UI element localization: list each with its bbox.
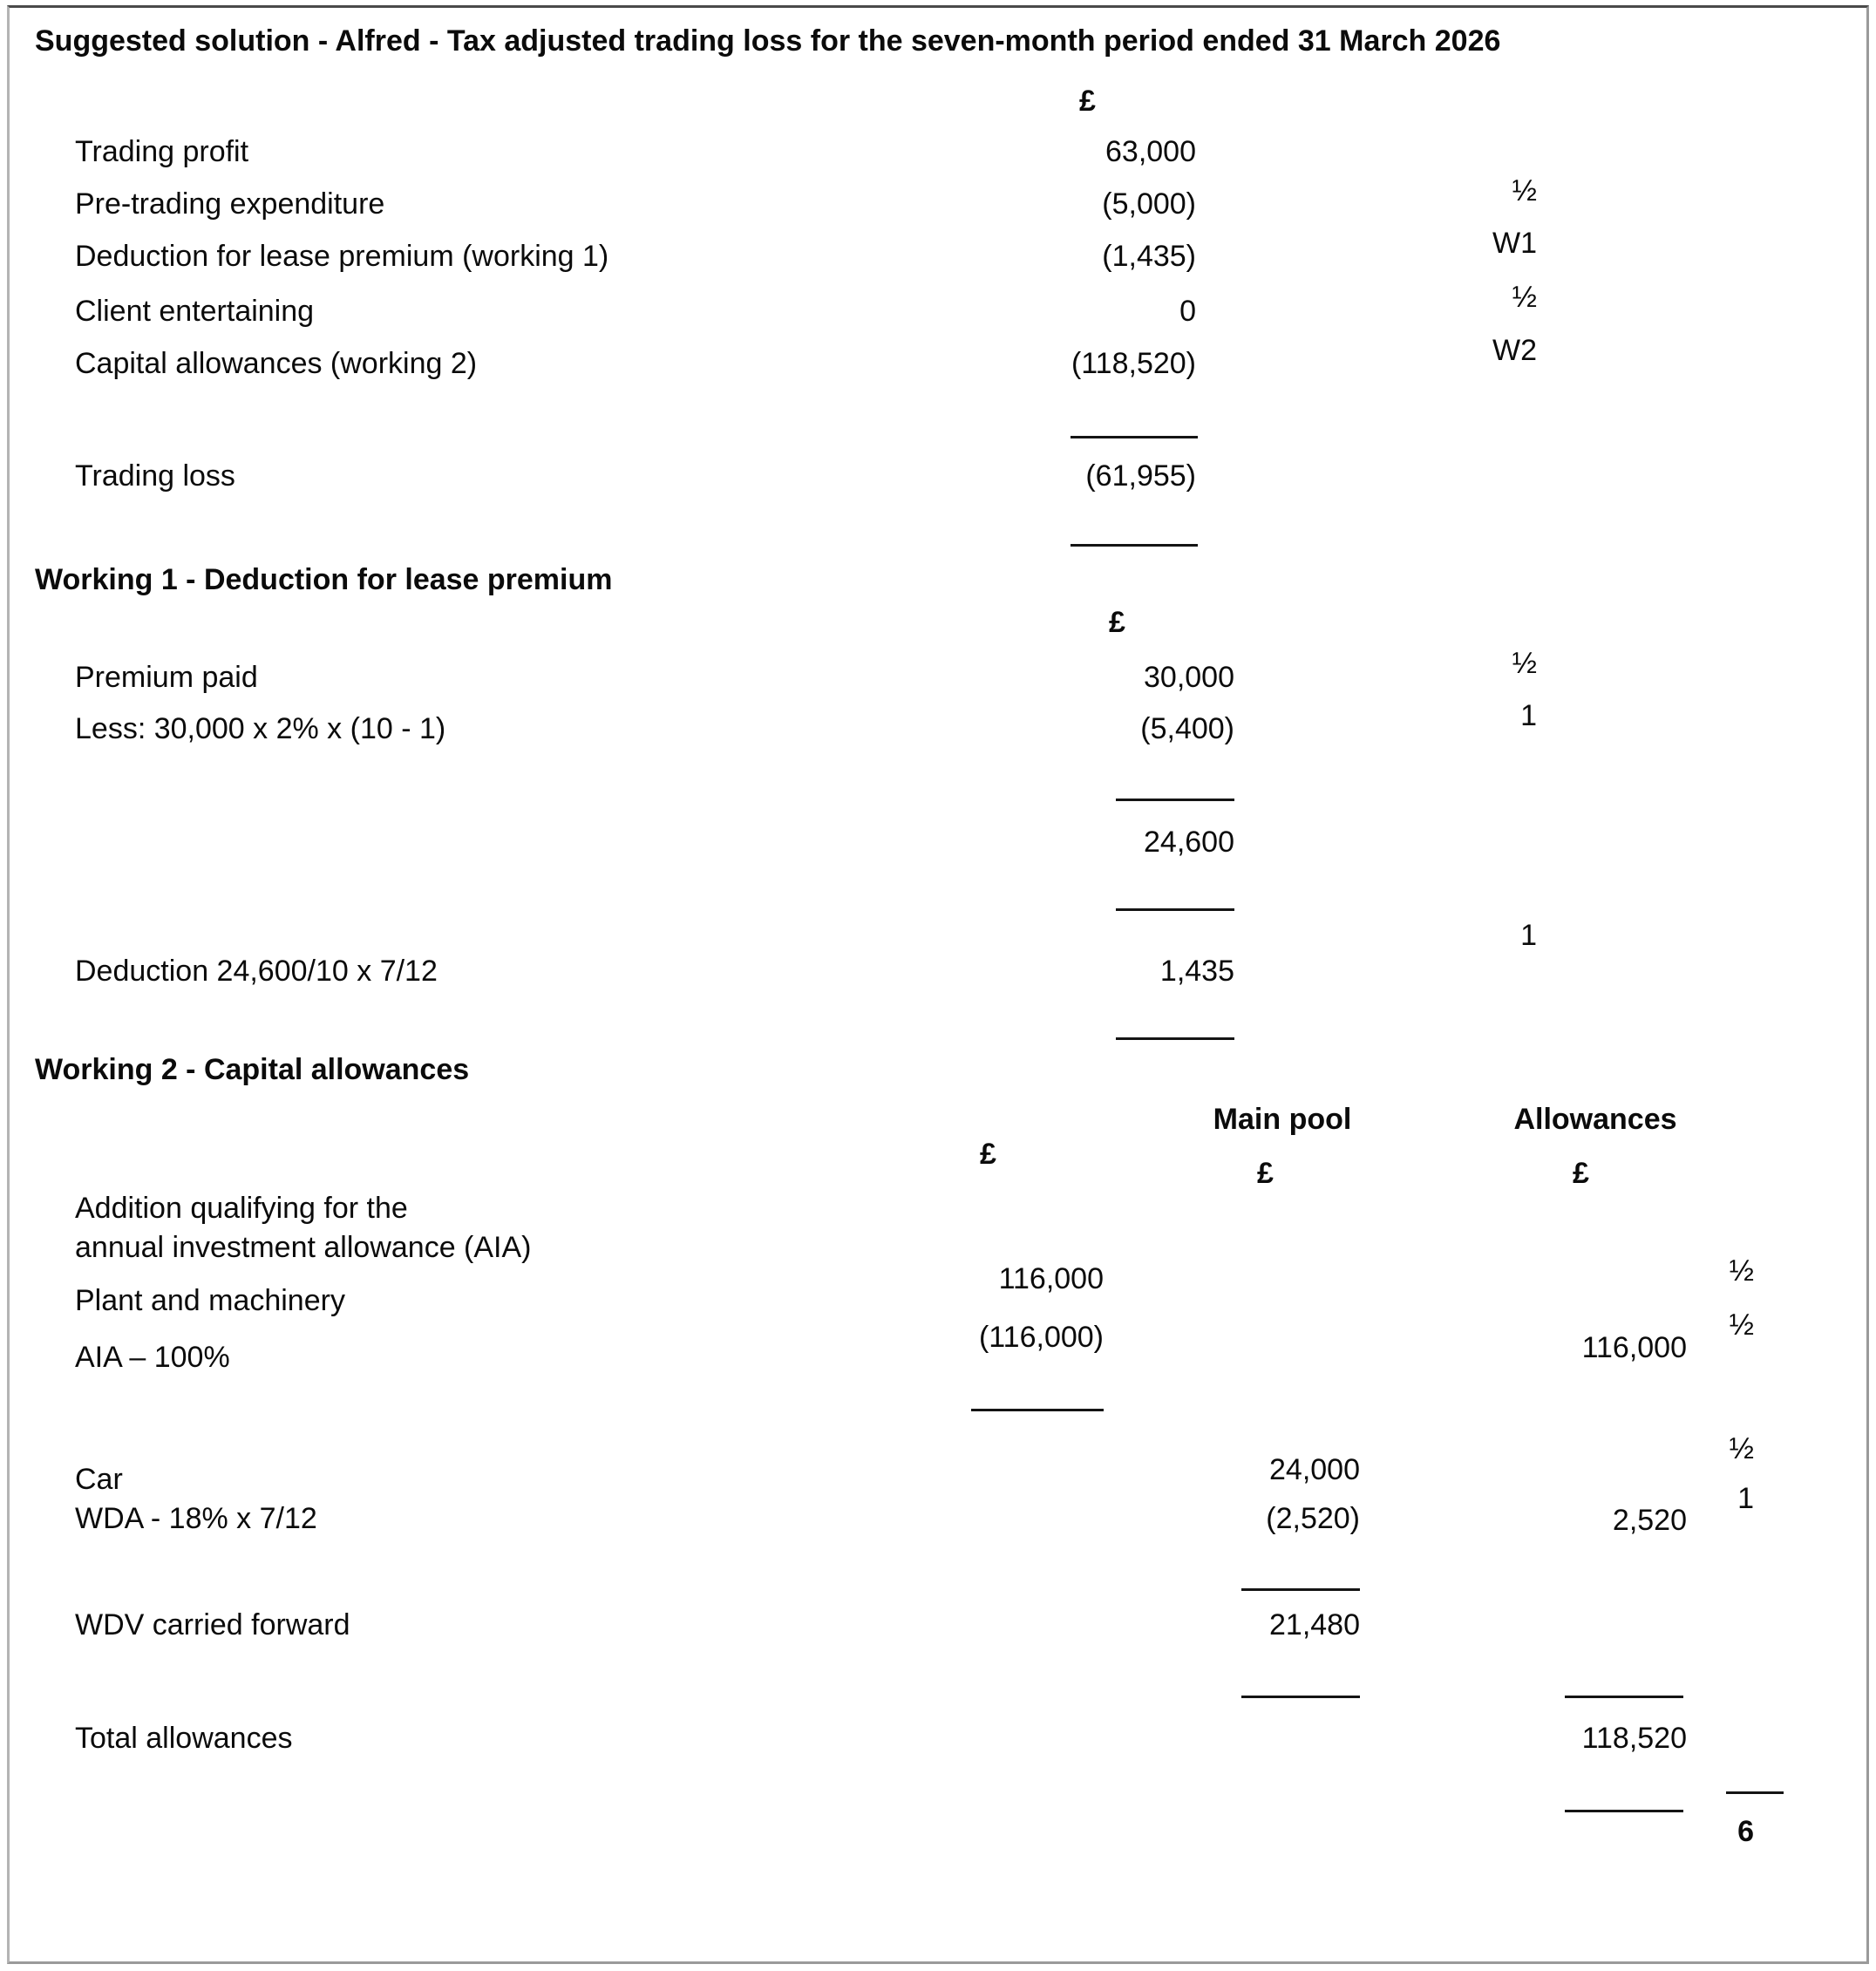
row-label-aia: AIA – 100%	[75, 1341, 230, 1374]
row-label-pre-trading: Pre-trading expenditure	[75, 187, 385, 221]
row-main-pool-wda: (2,520)	[1266, 1502, 1360, 1535]
row-label-wdv: WDV carried forward	[75, 1608, 350, 1641]
addition-caption-line1: Addition qualifying for the	[75, 1192, 408, 1225]
row-label-deduction: Deduction 24,600/10 x 7/12	[75, 955, 438, 988]
row-amount-less-calc: (5,400)	[1140, 712, 1234, 745]
column-header-allowances: Allowances	[1513, 1103, 1677, 1136]
row-mark-client-entertaining: ½	[1512, 281, 1537, 314]
row-label-plant: Plant and machinery	[75, 1284, 345, 1317]
total-rule	[1071, 544, 1198, 547]
row-label-capital-allowances: Capital allowances (working 2)	[75, 347, 478, 380]
row-label-premium-paid: Premium paid	[75, 661, 258, 694]
row-amount-lease-premium: (1,435)	[1102, 240, 1196, 273]
row-mark-aia: ½	[1729, 1308, 1754, 1342]
row-main-pool-wdv: 21,480	[1269, 1608, 1360, 1641]
row-label-total-allowances: Total allowances	[75, 1722, 293, 1755]
row-mark-lease-premium: W1	[1492, 227, 1537, 260]
row-amount-trading-loss: (61,955)	[1085, 459, 1196, 493]
row-mark-pre-trading: ½	[1512, 174, 1537, 207]
row-amount-premium-paid: 30,000	[1144, 661, 1234, 694]
working1-heading: Working 1 - Deduction for lease premium	[35, 563, 613, 596]
row-mark-less-calc: 1	[1520, 699, 1537, 732]
row-allowance-total: 118,520	[1581, 1722, 1687, 1755]
row-label-client-entertaining: Client entertaining	[75, 295, 315, 328]
column-header-main-pool: Main pool	[1213, 1103, 1352, 1136]
row-label-trading-loss: Trading loss	[75, 459, 235, 493]
row-main-pool-car: 24,000	[1269, 1453, 1360, 1486]
working1-rule-2	[1116, 908, 1234, 911]
main-pool-subtotal-rule	[1241, 1588, 1360, 1591]
currency-header-cost: £	[980, 1138, 996, 1171]
row-allowance-aia: 116,000	[1581, 1331, 1687, 1364]
currency-header-working1: £	[1109, 606, 1125, 639]
currency-header-main-pool: £	[1257, 1157, 1274, 1190]
row-mark-plant: ½	[1729, 1254, 1754, 1288]
row-amount-pre-trading: (5,000)	[1102, 187, 1196, 221]
row-cost-plant: 116,000	[998, 1262, 1104, 1295]
allowances-total-rule	[1565, 1810, 1683, 1812]
total-marks: 6	[1737, 1815, 1754, 1848]
page-title: Suggested solution - Alfred - Tax adjusted trading loss for the seven-month period ended 31 March 2026	[35, 24, 1501, 58]
subtotal-rule	[1071, 436, 1198, 438]
working1-subtotal-rule	[1116, 799, 1234, 801]
row-label-wda: WDA - 18% x 7/12	[75, 1502, 317, 1535]
row-amount-capital-allowances: (118,520)	[1071, 347, 1196, 380]
currency-header-main: £	[1079, 85, 1096, 118]
marks-total-rule	[1726, 1791, 1784, 1794]
row-mark-capital-allowances: W2	[1492, 334, 1537, 367]
row-mark-deduction: 1	[1520, 919, 1537, 952]
row-allowance-wda: 2,520	[1612, 1504, 1687, 1537]
row-label-trading-profit: Trading profit	[75, 135, 249, 168]
row-cost-aia: (116,000)	[978, 1321, 1104, 1354]
row-label-lease-premium: Deduction for lease premium (working 1)	[75, 240, 609, 273]
row-amount-client-entertaining: 0	[1179, 295, 1196, 328]
addition-caption-line2: annual investment allowance (AIA)	[75, 1231, 532, 1264]
row-mark-car: ½	[1729, 1432, 1754, 1465]
row-label-less-calc: Less: 30,000 x 2% x (10 - 1)	[75, 712, 446, 745]
row-label-car: Car	[75, 1463, 123, 1496]
row-amount-trading-profit: 63,000	[1105, 135, 1196, 168]
main-pool-total-rule	[1241, 1696, 1360, 1698]
currency-header-allowances: £	[1573, 1157, 1589, 1190]
row-amount-deduction: 1,435	[1159, 955, 1234, 988]
allowances-subtotal-rule	[1565, 1696, 1683, 1698]
cost-column-rule	[971, 1409, 1104, 1411]
row-amount-net-premium: 24,600	[1144, 826, 1234, 859]
working1-total-rule	[1116, 1037, 1234, 1040]
row-mark-premium-paid: ½	[1512, 647, 1537, 680]
row-mark-wda: 1	[1737, 1482, 1754, 1515]
working2-heading: Working 2 - Capital allowances	[35, 1053, 470, 1086]
